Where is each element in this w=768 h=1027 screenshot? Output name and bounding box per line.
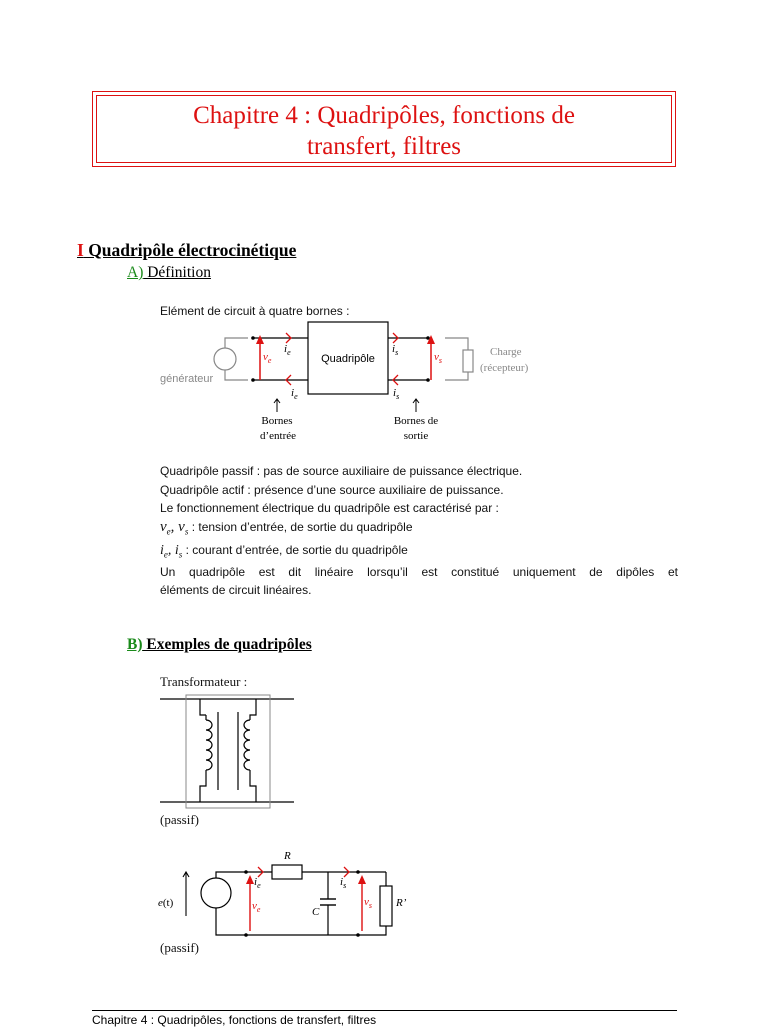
is-bottom-label: $i_s$ bbox=[393, 387, 400, 401]
passive-label-1: (passif) bbox=[160, 812, 199, 827]
active-definition: Quadripôle actif : présence d’une source auxiliaire de puissance. bbox=[160, 483, 504, 497]
quadripole-label: Quadripôle bbox=[321, 353, 375, 365]
resistor-r-prime bbox=[380, 886, 392, 926]
resistor-r-label: R bbox=[284, 850, 291, 862]
secondary-coil bbox=[244, 720, 250, 770]
primary-coil bbox=[206, 720, 212, 770]
voltage-definition: $v_e$, $v_s$ : tension d’entrée, de sortie du quadripôle bbox=[160, 519, 413, 537]
load-resistor-symbol bbox=[463, 350, 473, 372]
footer-divider bbox=[92, 1010, 677, 1011]
passive-label-2: (passif) bbox=[160, 940, 199, 955]
load-label: Charge bbox=[490, 346, 522, 358]
resistor-r bbox=[272, 865, 302, 879]
linear-definition-line2: éléments de circuit linéaires. bbox=[160, 583, 312, 597]
rc-ve-label: $v_e$ bbox=[252, 900, 261, 914]
vs-label: $v_s$ bbox=[434, 351, 443, 365]
output-terminals-sublabel: sortie bbox=[403, 430, 429, 442]
input-terminals-label: Bornes bbox=[261, 415, 293, 427]
output-terminals-label: Bornes de bbox=[393, 415, 439, 427]
voltage-source-symbol bbox=[201, 878, 231, 908]
passive-definition: Quadripôle passif : pas de source auxiliaire de puissance électrique. bbox=[160, 464, 523, 478]
ie-top-label: $i_e$ bbox=[284, 343, 291, 357]
characterization-text: Le fonctionnement électrique du quadripôle est caractérisé par : bbox=[160, 501, 499, 515]
section-heading: I Quadripôle électrocinétique bbox=[77, 240, 297, 260]
quadripole-diagram bbox=[150, 318, 550, 448]
page-footer: Chapitre 4 : Quadripôles, fonctions de transfert, filtres bbox=[92, 1013, 377, 1027]
chapter-title: Chapitre 4 : Quadripôles, fonctions de transfert, filtres bbox=[193, 102, 575, 160]
resistor-r-prime-label: R’ bbox=[396, 897, 407, 909]
is-top-label: $i_s$ bbox=[392, 343, 399, 357]
transformer-core bbox=[186, 695, 270, 808]
input-terminals-sublabel: d’entrée bbox=[259, 430, 297, 442]
chapter-title-box bbox=[92, 91, 676, 167]
current-definition: $i_e$, $i_s$ : courant d’entrée, de sortie du quadripôle bbox=[160, 543, 408, 560]
ve-label: $v_e$ bbox=[263, 351, 272, 365]
rc-circuit-diagram bbox=[150, 843, 420, 943]
generator-symbol bbox=[214, 348, 236, 370]
ie-bottom-label: $i_e$ bbox=[291, 387, 298, 401]
capacitor-c-label: C bbox=[312, 906, 320, 918]
source-label: e(t) bbox=[158, 897, 174, 909]
rc-is-label: $i_s$ bbox=[340, 876, 347, 890]
load-sublabel: (récepteur) bbox=[480, 362, 529, 374]
generator-label: générateur bbox=[160, 373, 214, 385]
transformer-label: Transformateur : bbox=[160, 674, 248, 689]
subsection-heading-a: A) Définition bbox=[127, 264, 211, 281]
transformer-diagram bbox=[150, 690, 310, 815]
linear-definition-line1: Un quadripôle est dit linéaire lorsqu’il est constitué uniquement de dipôles et bbox=[160, 565, 678, 579]
subsection-heading-b: B) Exemples de quadripôles bbox=[127, 636, 312, 653]
intro-text: Elément de circuit à quatre bornes : bbox=[160, 304, 350, 318]
rc-ie-label: $i_e$ bbox=[254, 876, 261, 890]
rc-vs-label: $v_s$ bbox=[364, 896, 373, 910]
